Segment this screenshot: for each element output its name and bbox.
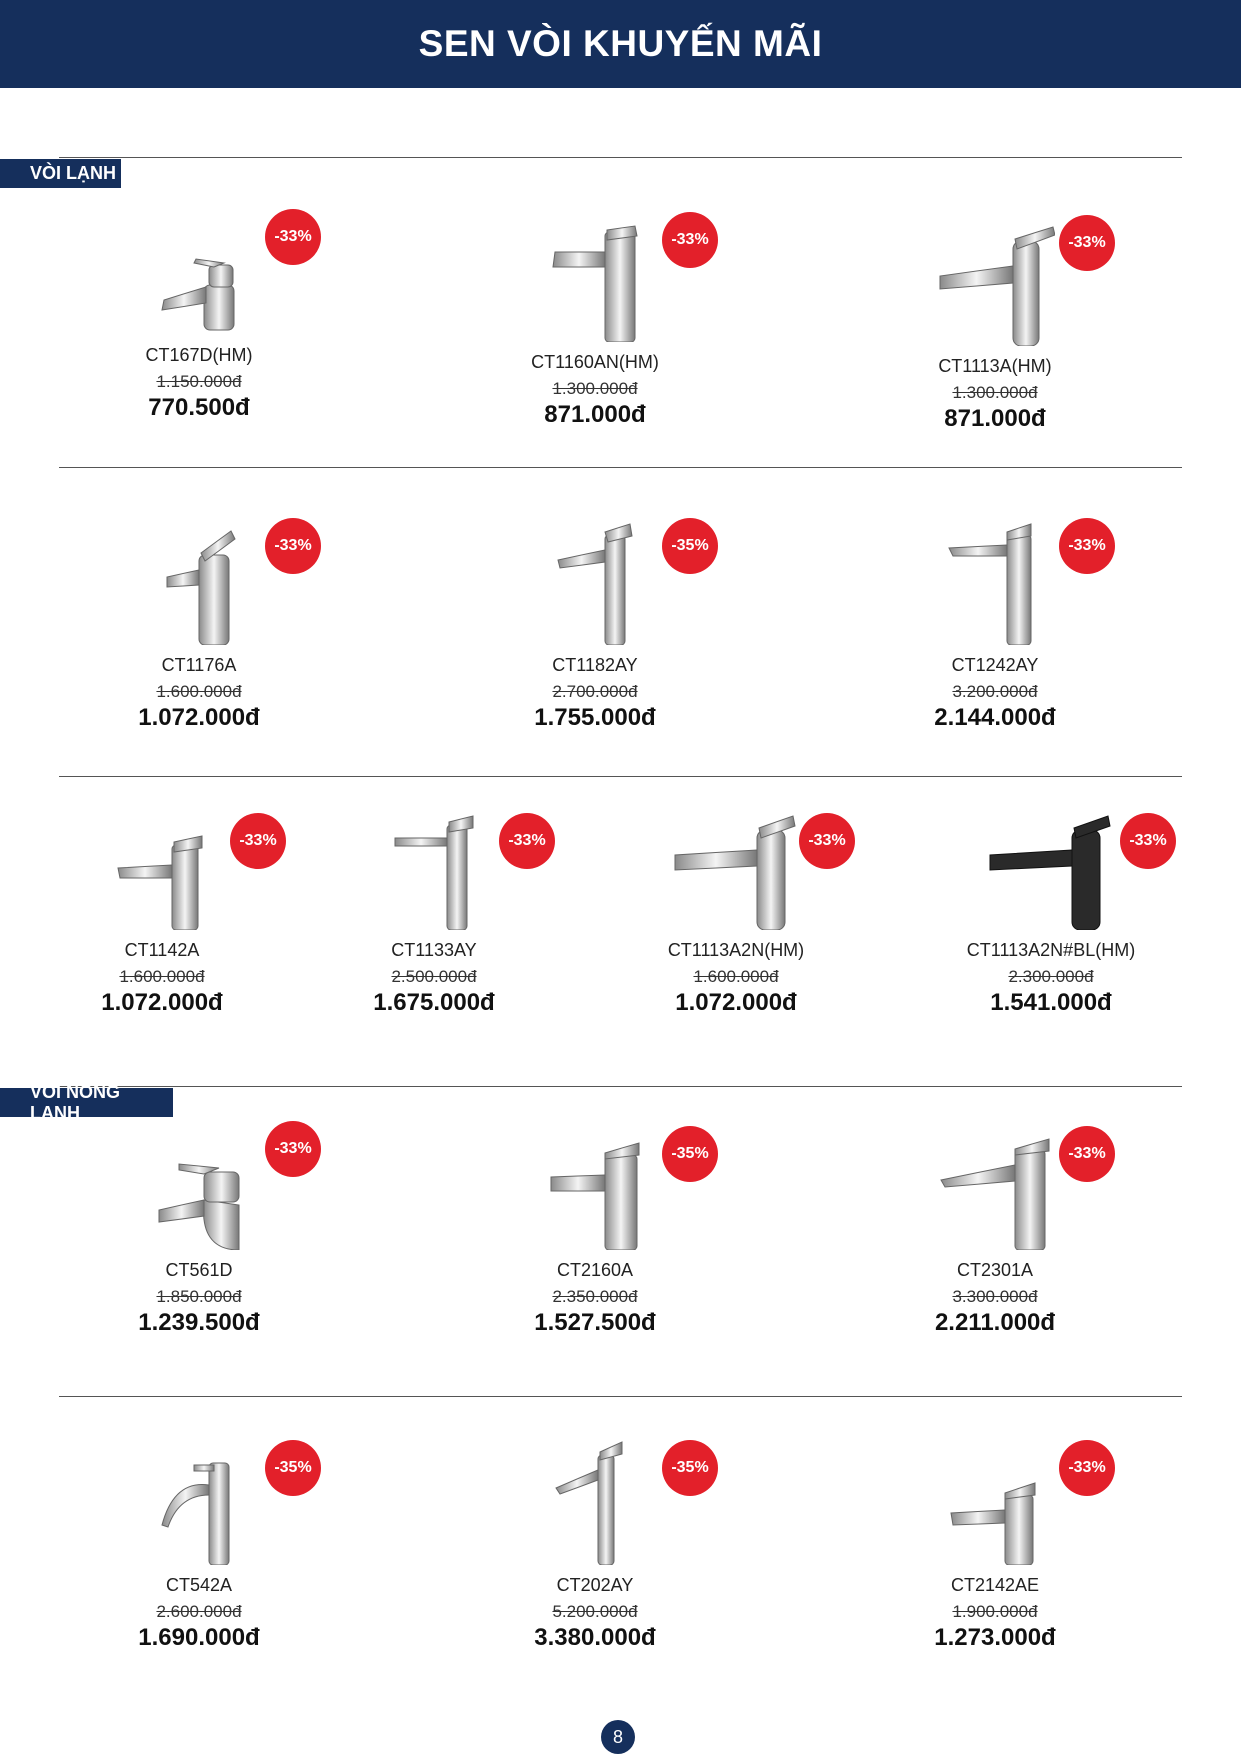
- old-price: 3.300.000đ: [952, 1287, 1038, 1306]
- discount-badge: -33%: [499, 813, 555, 869]
- old-price: 1.900.000đ: [952, 1602, 1038, 1621]
- discount-badge: -33%: [1120, 813, 1176, 869]
- old-price: 1.600.000đ: [119, 967, 205, 986]
- discount-badge: -33%: [1059, 1126, 1115, 1182]
- sale-price: 2.144.000đ: [934, 704, 1056, 731]
- old-price: 2.700.000đ: [552, 682, 638, 701]
- discount-badge: -33%: [662, 212, 718, 268]
- sale-price: 871.000đ: [544, 401, 646, 428]
- product-code: CT542A: [165, 1575, 233, 1595]
- section-tag-cold: [0, 159, 121, 188]
- page-number: 8: [601, 1720, 635, 1754]
- section-tag-hot-cold: [0, 1081, 173, 1123]
- old-price: 2.500.000đ: [391, 967, 477, 986]
- discount-badge: -35%: [662, 1440, 718, 1496]
- page-title: SEN VÒI KHUYẾN MÃI: [418, 23, 823, 64]
- product-code: CT2142AE: [950, 1575, 1040, 1595]
- section-tag-label: VÒI NÓNG LẠNH: [30, 1081, 121, 1123]
- sale-price: 1.273.000đ: [934, 1624, 1056, 1651]
- old-price: 2.600.000đ: [156, 1602, 242, 1621]
- sale-price: 770.500đ: [148, 394, 250, 421]
- old-price: 1.300.000đ: [552, 379, 638, 398]
- product-code: CT1113A2N(HM): [667, 940, 805, 960]
- header-bar: [0, 0, 1241, 88]
- divider: [59, 467, 1182, 468]
- discount-badge: -33%: [265, 518, 321, 574]
- sale-price: 2.211.000đ: [934, 1309, 1056, 1336]
- old-price: 3.200.000đ: [952, 682, 1038, 701]
- divider: [59, 1086, 1182, 1087]
- product-code: CT1160AN(HM): [531, 352, 659, 372]
- product-code: CT2301A: [956, 1260, 1034, 1280]
- old-price: 1.850.000đ: [156, 1287, 242, 1306]
- divider: [59, 776, 1182, 777]
- old-price: 1.600.000đ: [156, 682, 242, 701]
- sale-price: 1.072.000đ: [138, 704, 260, 731]
- discount-badge: -35%: [265, 1440, 321, 1496]
- product-code: CT1113A2N#BL(HM): [966, 940, 1136, 960]
- sale-price: 1.675.000đ: [373, 989, 495, 1016]
- product-code: CT1142A: [124, 940, 200, 960]
- old-price: 1.300.000đ: [952, 383, 1038, 402]
- section-tag-label: VÒI LẠNH: [30, 163, 117, 183]
- divider: [59, 1396, 1182, 1397]
- discount-badge: -33%: [230, 813, 286, 869]
- product-code: CT167D(HM): [145, 345, 253, 365]
- old-price: 2.350.000đ: [552, 1287, 638, 1306]
- product-code: CT2160A: [556, 1260, 634, 1280]
- discount-badge: -33%: [265, 209, 321, 265]
- sale-price: 1.541.000đ: [990, 989, 1112, 1016]
- product-code: CT1113A(HM): [938, 356, 1052, 376]
- old-price: 2.300.000đ: [1008, 967, 1094, 986]
- sale-price: 1.239.500đ: [138, 1309, 260, 1336]
- discount-badge: -33%: [1059, 518, 1115, 574]
- product-code: CT1242AY: [951, 655, 1039, 675]
- discount-badge: -35%: [662, 1126, 718, 1182]
- discount-badge: -33%: [1059, 215, 1115, 271]
- sale-price: 1.072.000đ: [101, 989, 223, 1016]
- product-code: CT202AY: [556, 1575, 634, 1595]
- product-code: CT1176A: [161, 655, 237, 675]
- product-code: CT1133AY: [391, 940, 477, 960]
- discount-badge: -35%: [662, 518, 718, 574]
- sale-price: 1.072.000đ: [675, 989, 797, 1016]
- sale-price: 1.690.000đ: [138, 1624, 260, 1651]
- sale-price: 1.755.000đ: [534, 704, 656, 731]
- discount-badge: -33%: [265, 1121, 321, 1177]
- product-code: CT561D: [165, 1260, 233, 1280]
- sale-price: 3.380.000đ: [534, 1624, 656, 1651]
- discount-badge: -33%: [799, 813, 855, 869]
- old-price: 1.150.000đ: [156, 372, 242, 391]
- sale-price: 1.527.500đ: [534, 1309, 656, 1336]
- product-code: CT1182AY: [552, 655, 638, 675]
- sale-price: 871.000đ: [944, 405, 1046, 432]
- discount-badge: -33%: [1059, 1440, 1115, 1496]
- divider: [59, 157, 1182, 158]
- old-price: 5.200.000đ: [552, 1602, 638, 1621]
- old-price: 1.600.000đ: [693, 967, 779, 986]
